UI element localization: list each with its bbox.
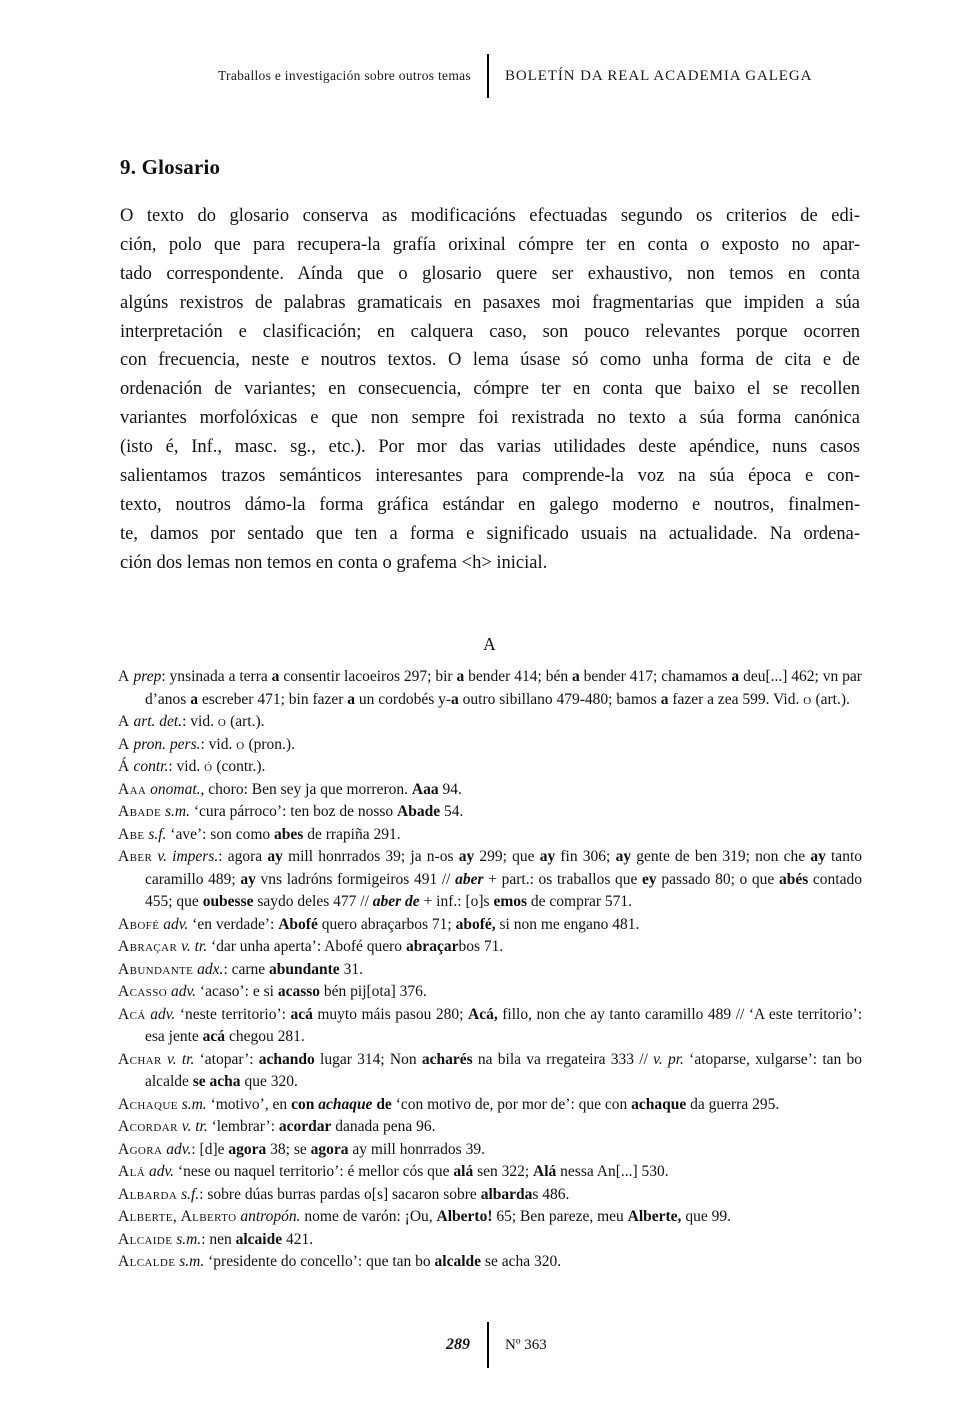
intro-line: con frecuencia, neste e noutros textos. O lema úsase só como unha forma de cita e de [120,350,860,371]
glossary-entry: A prep: ynsinada a terra a consentir lacoeiros 297; bir a bender 414; bén a bender 417; chamamos a deu[...] 462; vn par d’anos a escreber 471; bin fazer a un cordobés y-a outro sibillano 479-480; bamos a fazer a zea 599. Vid. o (art.). [118,668,862,708]
intro-line: ción dos lemas non temos en conta o grafema <h> inicial. [120,552,548,573]
glossary-entry: Aber v. impers.: agora ay mill honrrados 39; ja n-os ay 299; que ay fin 306; ay gente de ben 319; non che ay tanto caramillo 489; ay vns ladróns formigeiros 491 // aber + part.: os traballos que ey passado 80; o que abés contado 455; que oubesse saydo deles 477 // aber de + inf.: [o]s emos de comprar 571. [118,848,862,910]
glossary-entry: Abade s.m. ‘cura párroco’: ten boz de nosso Abade 54. [118,803,464,820]
glossary-entry: Alá adv. ‘nese ou naquel territorio’: é mellor cós que alá sen 322; Alá nessa An[...] 530. [118,1163,669,1180]
glossary-entry: Abofé adv. ‘en verdade’: Abofé quero abraçarbos 71; abofé, si non me engano 481. [118,915,640,933]
glossary-entry: Albarda s.f.: sobre dúas burras pardas o[s] sacaron sobre albardas 486. [118,1185,570,1203]
intro-line: (isto é, Inf., masc. sg., etc.). Por mor das varias utilidades deste apéndice, nuns casos [120,437,860,458]
glossary-entries [118,666,862,1274]
glossary-entry: Acasso adv. ‘acaso’: e si acasso bén pij[ota] 376. [118,983,427,1000]
glossary-entry: Achar v. tr. ‘atopar’: achando lugar 314; Non acharés na bila va rregateira 333 // v. pr. ‘atoparse, xulgarse’: tan bo alcalde se acha que 320. [118,1050,863,1090]
glossary-entry: Aaa onomat., choro: Ben sey ja que morreron. Aaa 94. [118,780,462,798]
header-journal-title: BOLETÍN DA REAL ACADEMIA GALEGA [505,67,813,84]
header-section-title: Traballos e investigación sobre outros temas [217,68,471,83]
glossary-entry: Á contr.: vid. ó (contr.). [118,758,266,775]
glossary-section-letter: A [483,634,497,654]
glossary-entry: Achaque s.m. ‘motivo’, en con achaque de ‘con motivo de, por mor de’: que con achaque da guerra 295. [118,1095,780,1113]
glossary-entry: A art. det.: vid. o (art.). [118,713,265,730]
intro-line: ordenación de variantes; en consecuencia, cómpre ter en conta que baixo el se recollen [120,379,860,400]
intro-line: tado correspondente. Aínda que o glosario quere ser exhaustivo, non temos en conta [120,263,860,284]
glossary-entry: Acá adv. ‘neste territorio’: acá muyto máis pasou 280; Acá, fillo, non che ay tanto caramillo 489 // ‘A este territorio’: esa jente acá chegou 281. [118,1005,863,1045]
intro-line: algúns rexistros de palabras gramaticais en pasaxes moi fragmentarias que impiden a súa [120,292,860,313]
page-header [0,54,975,98]
glossary-entry: Alcaide s.m.: nen alcaide 421. [118,1230,314,1248]
intro-paragraph [120,202,860,578]
footer-page-number: 289 [446,1336,470,1353]
intro-line: texto, noutros dámo-la forma gráfica estándar en galego moderno e noutros, finalmen- [120,494,860,515]
intro-line: variantes morfolóxicas e que non sempre foi rexistrada no texto a súa forma canónica [120,408,860,429]
intro-line: interpretación e clasificación; en calquera caso, son pouco relevantes porque ocorren [120,321,860,342]
glossary-entry: Abraçar v. tr. ‘dar unha aperta’: Abofé quero abraçarbos 71. [118,938,504,955]
glossary-entry: A pron. pers.: vid. o (pron.). [118,735,295,753]
intro-line: te, damos por sentado que ten a forma e significado usuais na actualidade. Na ordena- [120,523,860,544]
page-title: 9. Glosario [120,155,221,180]
intro-line: salientamos trazos semánticos interesantes para comprende-la voz na súa época e con- [120,466,860,487]
glossary-entry: Acordar v. tr. ‘lembrar’: acordar danada pena 96. [118,1118,436,1135]
glossary-entry: Agora adv.: [d]e agora 38; se agora ay mill honrrados 39. [118,1140,485,1158]
glossary-entry: Abe s.f. ‘ave’: son como abes de rrapiña 291. [118,825,401,843]
glossary-entry: Alberte, Alberto antropón. nome de varón: ¡Ou, Alberto! 65; Ben pareze, meu Alberte, que 99. [118,1208,731,1225]
glossary-entry: Alcalde s.m. ‘presidente do concello’: que tan bo alcalde se acha 320. [118,1253,562,1270]
intro-line: ción, polo que para recupera-la grafía orixinal cómpre ter en conta o exposto no apar- [120,234,860,255]
footer-issue-number: Nº 363 [505,1336,547,1353]
glossary-entry: Abundante adx.: carne abundante 31. [118,960,363,978]
page-footer [0,1322,975,1368]
intro-line: O texto do glosario conserva as modificacións efectuadas segundo os criterios de edi- [120,206,860,226]
